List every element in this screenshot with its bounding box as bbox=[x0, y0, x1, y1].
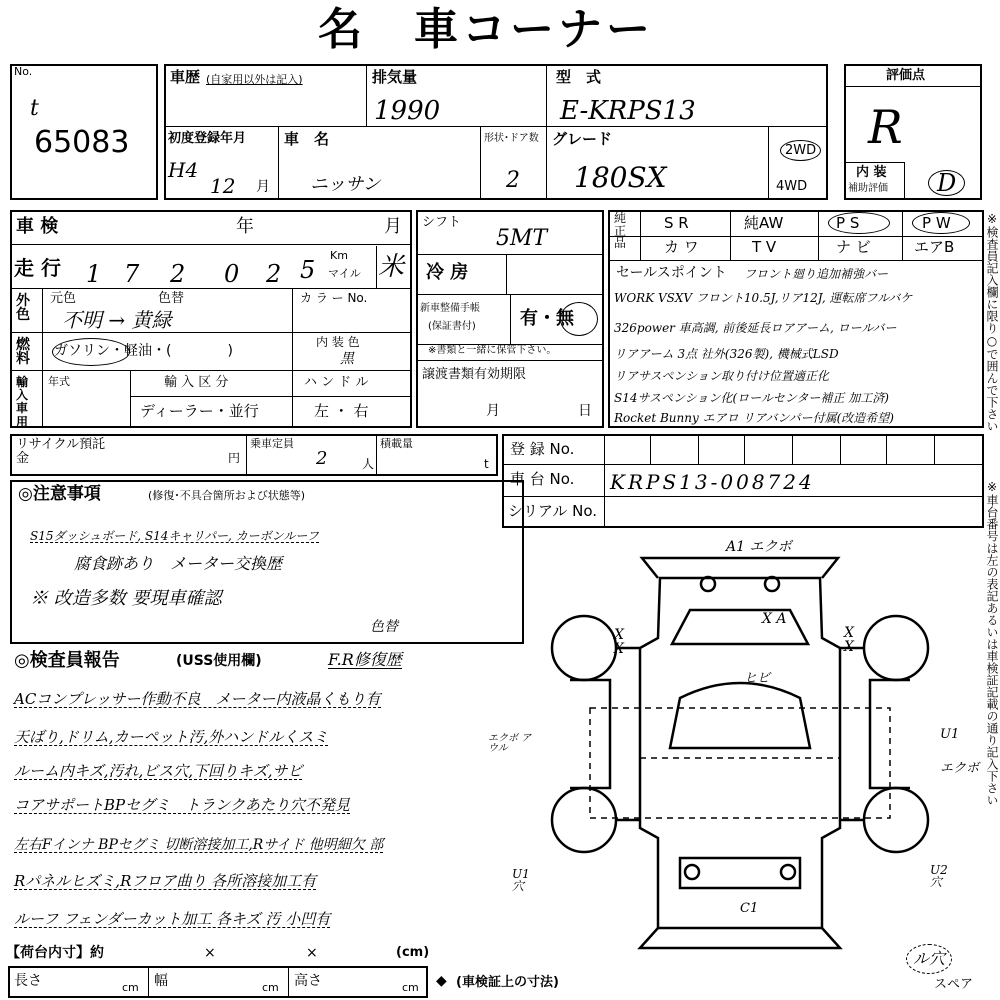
cargo-width: 幅 bbox=[154, 973, 168, 989]
cargo-x2: × bbox=[306, 945, 318, 961]
import-handle-label: ハ ン ド ル bbox=[304, 375, 369, 390]
interior-color-value: 黒 bbox=[340, 351, 354, 367]
diagram-rear: C1 bbox=[740, 901, 759, 916]
exterior-value: 不明 → 黄緑 bbox=[62, 308, 172, 332]
displacement-label: 排気量 bbox=[372, 68, 418, 86]
inspector-line-5: 左右Fインナ BPセグミ 切断溶接加工,Rサイド 他明細欠 部 bbox=[14, 837, 384, 853]
interior-score-sub: 補助評価 bbox=[848, 183, 888, 194]
equip-ps: P S bbox=[836, 214, 860, 232]
cargo-height: 高さ bbox=[294, 973, 322, 989]
import-class-value: ディーラー・並行 bbox=[140, 402, 259, 420]
import-label: 輸入車用 bbox=[16, 375, 29, 429]
score-label: 評価点 bbox=[886, 68, 926, 83]
arrow-icon: ◆ bbox=[436, 973, 447, 989]
maint-note: ※書類と一緒に保管下さい。 bbox=[428, 345, 557, 356]
car-name-value: ニッサン bbox=[310, 174, 381, 195]
history-label: 車歴 bbox=[170, 68, 201, 86]
notes-line-1: S15ダッシュボード, S14キャリパー, カーボンルーフ bbox=[30, 529, 319, 543]
diagram-rear-left: U1 穴 bbox=[512, 867, 530, 893]
model-value: E-KRPS13 bbox=[560, 96, 696, 126]
chassis-value: KRPS13-008724 bbox=[610, 470, 815, 494]
import-handle-value: 左 ・ 右 bbox=[314, 402, 369, 420]
ac-label: 冷 房 bbox=[426, 262, 469, 283]
mileage-unit-km: Km bbox=[330, 249, 348, 262]
car-name-label: 車 名 bbox=[284, 130, 330, 148]
mileage-digit-4: 0 bbox=[224, 260, 240, 288]
drive-4wd: 4WD bbox=[776, 179, 808, 194]
equip-label: 純正品 bbox=[614, 211, 627, 251]
inspector-line-7: ルーフ フェンダーカット加工 各キズ 汚 小凹有 bbox=[14, 910, 331, 928]
mileage-digit-6: 5 bbox=[300, 256, 316, 284]
shaken-month: 月 bbox=[384, 216, 402, 237]
notes-sub: (修復･不具合箇所および状態等) bbox=[148, 489, 306, 502]
import-year-label: 年式 bbox=[48, 375, 70, 388]
first-reg-year: H4 bbox=[168, 158, 199, 182]
sales-line-7: Rocket Bunny エアロ リアバンパー付属(改造希望) bbox=[614, 411, 894, 425]
equip-sr: S R bbox=[664, 214, 689, 232]
transfer-label: 譲渡書類有効期限 bbox=[422, 367, 527, 382]
sales-line-6: S14サスペンション化(ロールセンター補正 加工済) bbox=[614, 391, 889, 405]
import-class-label: 輸 入 区 分 bbox=[164, 375, 229, 390]
equip-aw: 純AW bbox=[744, 214, 784, 232]
fuel-options: ガソリン・軽油・( ) bbox=[54, 343, 233, 359]
interior-score-label: 内 装 bbox=[856, 165, 887, 180]
mileage-label: 走 行 bbox=[14, 256, 61, 280]
inspector-label: ◎検査員報告 bbox=[14, 650, 120, 671]
maint-value: 有・無 bbox=[520, 308, 574, 329]
interior-color-label: 内 装 色 bbox=[316, 335, 360, 349]
fuel-circle bbox=[52, 338, 130, 366]
notes-line-2: 腐食跡あり メーター交換歴 bbox=[74, 554, 283, 573]
sales-line-5: リアサスペンション取り付け位置適正化 bbox=[614, 369, 829, 383]
shaken-label: 車 検 bbox=[16, 216, 59, 237]
spare-label: スペア bbox=[934, 977, 974, 992]
lot-number: 65083 bbox=[34, 125, 130, 160]
cargo-length: 長さ bbox=[14, 973, 42, 989]
mileage-digit-5: 2 bbox=[266, 260, 282, 288]
grade-label: グレード bbox=[552, 130, 613, 148]
shaken-year: 年 bbox=[236, 216, 254, 237]
shift-value: 5MT bbox=[496, 226, 548, 251]
inspector-sub: (USS使用欄) bbox=[176, 653, 262, 669]
diagram-front-left: X X bbox=[614, 627, 624, 657]
equip-leather: カ ワ bbox=[664, 238, 699, 256]
lot-no-label: No. bbox=[14, 65, 33, 78]
diagram-front-right: X X bbox=[844, 625, 854, 655]
model-label: 型 式 bbox=[556, 68, 602, 86]
exterior-code-label: カ ラ ー No. bbox=[300, 291, 368, 305]
drive-2wd: 2WD bbox=[780, 140, 821, 161]
inspector-line-1: ACコンプレッサー作動不良 メーター内液晶くもり有 bbox=[14, 690, 381, 708]
mileage-digit-3: 2 bbox=[170, 260, 186, 288]
chassis-label: 車 台 No. bbox=[510, 470, 575, 488]
inspector-line-2: 天ばり,ドリム,カーペット汚,外ハンドルくスミ bbox=[14, 728, 329, 746]
mileage-unit-mile: マイル bbox=[328, 267, 361, 280]
fuel-label: 燃料 bbox=[16, 337, 30, 367]
first-reg-month: 12 bbox=[210, 174, 236, 198]
diagram-left-mid: エクボ アウル bbox=[488, 733, 532, 754]
reg-no-label: 登 録 No. bbox=[510, 440, 575, 458]
maint-sub: (保証書付) bbox=[428, 321, 476, 332]
cargo-width-unit: cm bbox=[262, 981, 279, 994]
mileage-mark: 米 bbox=[378, 252, 405, 282]
diagram-roof: X A bbox=[762, 611, 787, 627]
history-note: (自家用以外は記入) bbox=[206, 73, 303, 86]
first-reg-label: 初度登録年月 bbox=[168, 131, 247, 146]
equip-pw: P W bbox=[922, 214, 951, 232]
exterior-label: 外色 bbox=[16, 293, 30, 323]
inspector-extra: F.R修復歴 bbox=[328, 650, 402, 669]
cargo-height-unit: cm bbox=[402, 981, 419, 994]
diagram-top: A1 エクボ bbox=[726, 539, 792, 555]
load-unit: t bbox=[484, 457, 489, 471]
side-note-2: ※車台番号は左の表記あるいは車検証記載の通り記入下さい bbox=[985, 480, 999, 806]
cargo-x1: × bbox=[204, 945, 216, 961]
diagram-right1: U1 bbox=[940, 727, 960, 742]
first-reg-unit: 月 bbox=[256, 179, 270, 195]
cargo-arrow-note: (車検証上の寸法) bbox=[456, 975, 559, 990]
displacement-value: 1990 bbox=[374, 96, 441, 126]
sales-line-3: 326power 車高調, 前後延長ロアアーム, ロールバー bbox=[614, 321, 897, 335]
exterior-change-label: 色替 bbox=[158, 291, 185, 306]
transfer-day: 日 bbox=[578, 403, 592, 419]
grade-value: 180SX bbox=[574, 161, 667, 194]
sales-line-1: フロント廻り追加補強バー bbox=[744, 267, 889, 281]
lot-mark: t bbox=[30, 96, 39, 121]
cargo-table bbox=[8, 966, 428, 998]
inspector-line-6: Rパネルヒズミ,Rフロア曲り 各所溶接加工有 bbox=[14, 872, 317, 890]
capacity-value: 2 bbox=[316, 448, 328, 469]
maint-circle bbox=[560, 302, 598, 336]
sales-line-2: WORK VSXV フロント10.5J,リア12J, 運転席フルバケ bbox=[614, 291, 913, 305]
load-label: 積載量 bbox=[380, 437, 413, 450]
capacity-unit: 人 bbox=[362, 457, 375, 471]
inspector-line-3: ルーム内キズ,汚れ,ビス穴,下回りキズ,サビ bbox=[14, 762, 303, 780]
notes-label: ◎注意事項 bbox=[18, 484, 101, 504]
equip-ps-circle bbox=[828, 212, 890, 234]
diagram-rear-right: U2 穴 bbox=[930, 863, 948, 889]
shift-label: シフト bbox=[422, 215, 462, 230]
diagram-glass: ヒビ bbox=[744, 671, 771, 686]
score-value: R bbox=[868, 100, 903, 154]
maint-label: 新車整備手帳 bbox=[420, 303, 480, 314]
recycle-unit: 円 bbox=[228, 451, 241, 465]
capacity-label: 乗車定員 bbox=[250, 437, 294, 450]
equip-airbag: エアB bbox=[914, 238, 955, 256]
sales-line-4: リアアーム 3点 社外(326製), 機械式LSD bbox=[614, 347, 839, 361]
equip-tv: T V bbox=[752, 238, 777, 256]
spare-mark: ル穴 bbox=[906, 944, 952, 974]
doors-label: 形状･ドア数 bbox=[484, 133, 539, 144]
mileage-digit-1: 1 bbox=[86, 260, 102, 288]
notes-line-3: ※ 改造多数 要現車確認 bbox=[30, 588, 222, 609]
transfer-month: 月 bbox=[486, 403, 500, 419]
side-note-1: ※検査員記入欄に限り○で囲んで下さい bbox=[985, 212, 999, 432]
exterior-orig-label: 元色 bbox=[50, 291, 77, 306]
notes-line-4: 色替 bbox=[370, 619, 398, 635]
cargo-length-unit: cm bbox=[122, 981, 139, 994]
cargo-unit: (cm) bbox=[396, 945, 430, 960]
equip-navi: ナ ビ bbox=[836, 238, 871, 256]
sales-label: セールスポイント bbox=[616, 265, 727, 281]
doors-value: 2 bbox=[506, 168, 520, 193]
serial-label: シリアル No. bbox=[508, 502, 598, 520]
page-title: 名 車コーナー bbox=[318, 4, 654, 55]
recycle-label: リサイクル預託金 bbox=[16, 437, 106, 467]
diagram-right2: エクボ bbox=[940, 761, 980, 776]
car-diagram bbox=[540, 548, 940, 960]
interior-score-value: D bbox=[928, 170, 965, 196]
equip-pw-circle bbox=[912, 212, 970, 234]
inspector-line-4: コアサポートBPセグミ トランクあたり穴不発見 bbox=[14, 796, 350, 814]
mileage-digit-2: 7 bbox=[124, 260, 140, 288]
cargo-label: 【荷台内寸】約 bbox=[6, 945, 104, 961]
